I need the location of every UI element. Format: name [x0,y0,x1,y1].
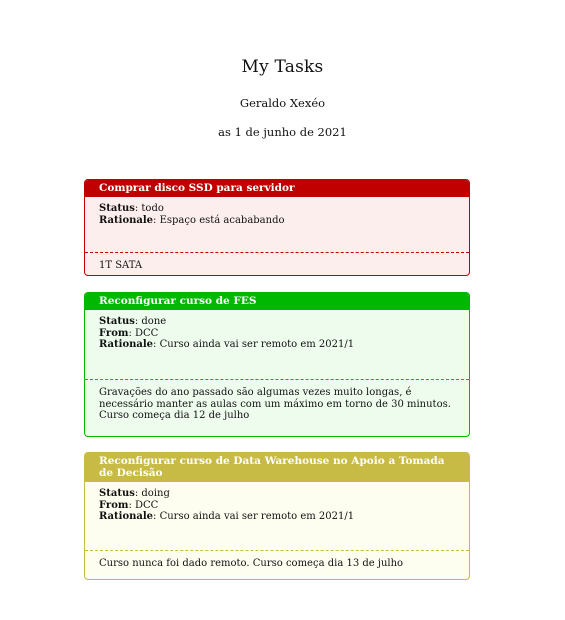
document-date: as 1 de junho de 2021 [218,125,347,139]
status-line: Status: doing [99,488,170,499]
status-line: Status: todo [99,203,164,214]
task-details [85,482,469,550]
task-card [84,452,470,580]
status-line: Status: done [99,316,167,327]
status-value: doing [141,488,170,499]
rationale-label: Rationale [99,214,154,226]
status-label: Status [99,316,135,327]
status-value: todo [141,203,164,214]
rationale-value: Espaço está acababando [159,214,285,226]
task-details [85,310,469,379]
from-line: From: DCC [99,327,159,339]
from-line: From: DCC [99,499,159,511]
from-label: From [99,499,129,511]
status-label: Status [99,203,135,214]
status-label: Status [99,488,135,499]
task-card [84,292,470,437]
from-value: DCC [135,327,159,339]
task-title: Reconfigurar curso de Data Warehouse no Apoio a Tomada de Decisão [85,453,469,482]
task-details [85,197,469,252]
document-title: My Tasks [241,57,324,77]
rationale-label: Rationale [99,339,154,351]
rationale-line: Rationale: Curso ainda vai ser remoto em 2021/1 [99,511,355,523]
task-title: Reconfigurar curso de FES [85,293,469,310]
rationale-label: Rationale [99,511,154,523]
from-value: DCC [135,499,159,511]
rationale-line: Rationale: Espaço está acababando [99,214,285,226]
task-notes: Curso nunca foi dado remoto. Curso começa dia 13 de julho [99,558,404,569]
task-notes: 1T SATA [99,260,143,271]
document-author: Geraldo Xexéo [239,96,326,110]
task-card [84,179,470,276]
from-label: From [99,327,129,339]
rationale-value: Curso ainda vai ser remoto em 2021/1 [159,511,355,523]
task-notes: Gravações do ano passado são algumas vezes muito longas, é necessário manter as aulas com um máximo em torno de 30 minutos. Curso começa dia 12 de julho [99,387,451,422]
task-title: Comprar disco SSD para servidor [85,180,469,197]
status-value: done [141,316,167,327]
rationale-line: Rationale: Curso ainda vai ser remoto em 2021/1 [99,339,355,351]
rationale-value: Curso ainda vai ser remoto em 2021/1 [159,339,355,351]
